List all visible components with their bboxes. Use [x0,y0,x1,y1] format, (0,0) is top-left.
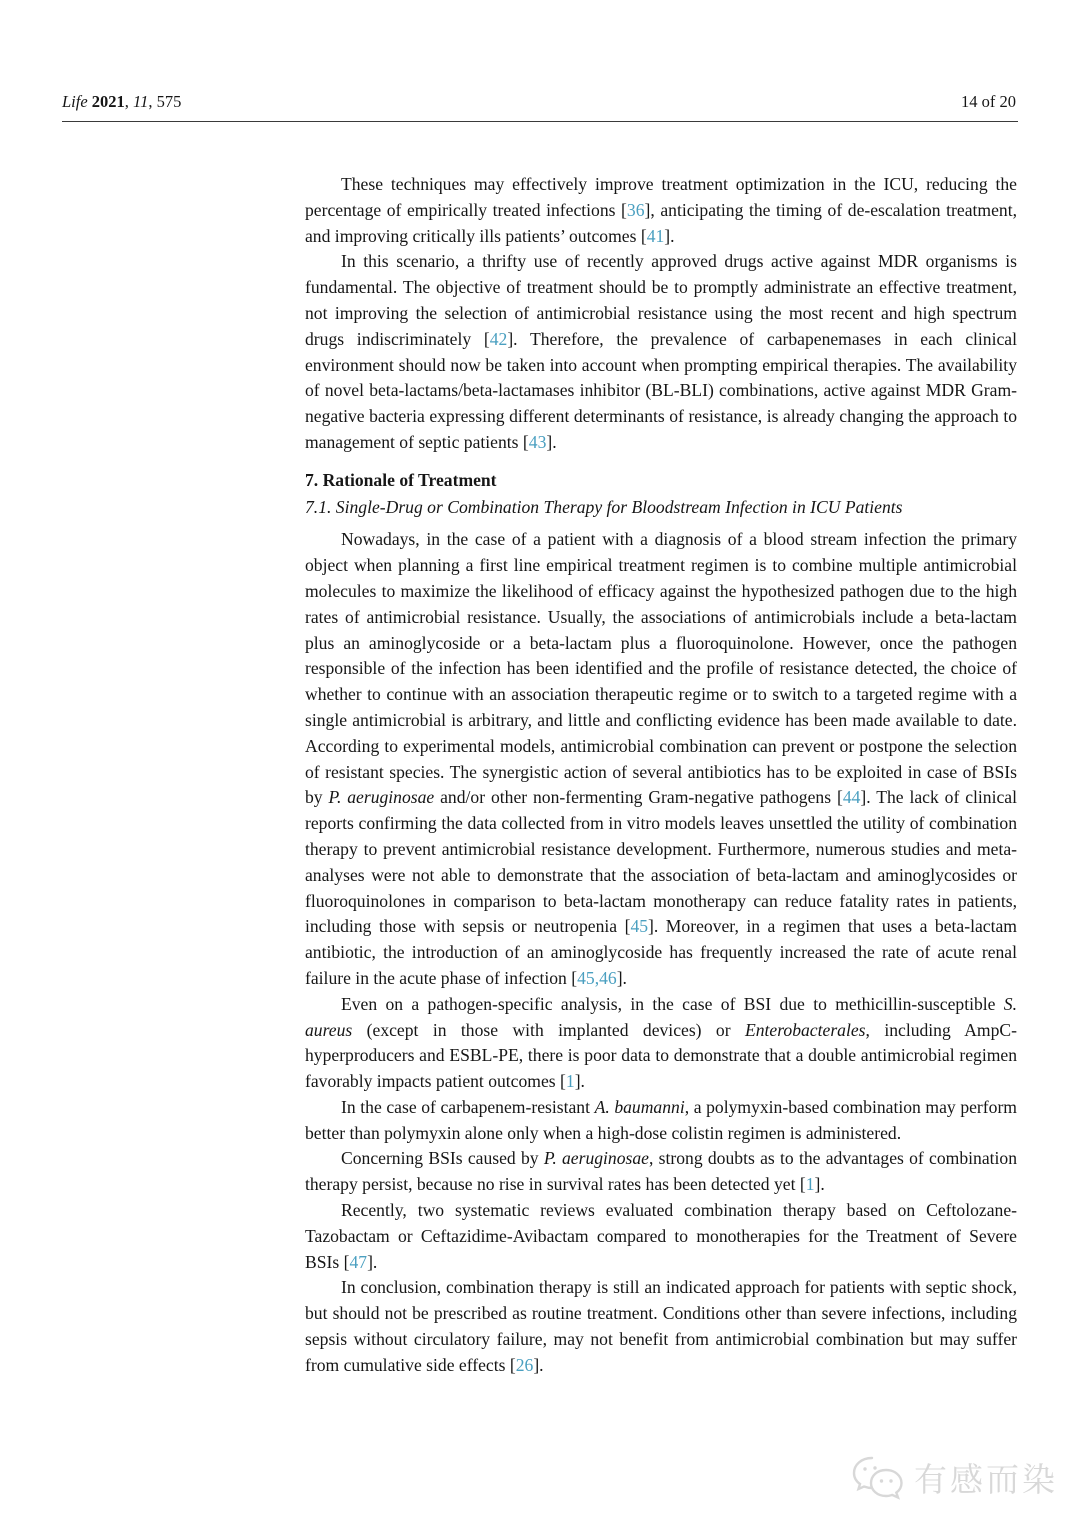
citation-link[interactable]: 42 [489,328,508,349]
body-text: These techniques may effectively improve treatment optimization in the ICU, reducing the percentage of empirically treated infections [ [305,174,1017,220]
body-text: ]. [546,431,557,452]
citation-link[interactable]: 44 [842,787,861,808]
citation-link[interactable]: 41 [646,225,665,246]
body-text: Recently, two systematic reviews evaluated combination therapy based on Ceftolozane-Tazobactam or Ceftazidime-Avibactam compared to monotherapies for the Treatment of Severe BSIs [ [305,1200,1017,1272]
body-text: , strong doubts as to the advantages of combination therapy persist, because no rise in survival rates has been detected yet [ [305,1148,1017,1195]
body-text: Concerning BSIs caused by [341,1148,544,1169]
body-text: In this scenario, a thrifty use of recently approved drugs active against MDR organisms is fundamental. The objective of treatment should be to promptly administrate an effective treatment, not improving the selection of antimicrobial resistance using the most recent and high spectrum drugs indiscriminately [ [305,251,1017,349]
page-number-indicator: 14 of 20 [961,92,1016,111]
subsection-heading: 7.1. Single-Drug or Combination Therapy for Bloodstream Infection in ICU Patients [305,496,903,517]
content-column [305,172,1017,1379]
paragraph [305,1198,1017,1275]
italic-term: A. baumanni [594,1096,685,1117]
body-text: In the case of carbapenem-resistant [341,1096,595,1117]
paragraph [305,1275,1017,1378]
wechat-icon [852,1456,904,1500]
body-text: ]. [367,1251,378,1272]
body-text: ]. [664,225,675,246]
header-rule [62,121,1018,122]
citation-link[interactable]: 43 [528,431,547,452]
body-text: ]. [616,967,627,988]
citation-link[interactable]: 45 [630,916,649,937]
body-text: Even on a pathogen-specific analysis, in the case of BSI due to methicillin-susceptible [341,993,1004,1014]
page-header-left: Life 2021, 11, 575 [62,92,182,111]
body-text: , including AmpC-hyperproducers and ESBL-PE, there is poor data to demonstrate that a double antimicrobial regimen favorably impacts patient outcomes [ [305,1019,1017,1092]
citation-link[interactable]: 1 [565,1071,575,1092]
journal-year: 2021 [91,92,125,111]
body-text: ]. Moreover, in a regimen that uses a beta-lactam antibiotic, the introduction of an aminoglycoside has frequently increased the rate of acute renal failure in the acute phase of infection [ [305,916,1017,988]
body-text: ]. [574,1071,585,1092]
watermark-text: 有感而染 [914,1460,1058,1499]
body-text: ]. [814,1174,825,1195]
paragraph [305,172,1017,249]
paragraph [305,992,1017,1095]
body-text: ], anticipating the timing of de-escalation treatment, and improving critically ills patients’ outcomes [ [305,199,1017,246]
italic-term: Enterobacterales [744,1019,866,1040]
paragraph [305,1095,1017,1147]
body-text: and/or other non-fermenting Gram-negative pathogens [ [434,787,843,808]
body-text: , a polymyxin-based combination may perform better than polymyxin alone only when a high-dose colistin regimen is administered. [305,1096,1017,1143]
citation-link[interactable]: 47 [349,1251,368,1272]
citation-link[interactable]: 36 [626,199,645,220]
body-text: In conclusion, combination therapy is still an indicated approach for patients with septic shock, but should not be prescribed as routine treatment. Conditions other than severe infections, including sepsis without circulatory failure, may not benefit from antimicrobial combination but may suffer from cumulative side effects [ [305,1277,1017,1375]
italic-term: P. aeruginosae [543,1148,649,1169]
journal-title: Life [62,92,88,111]
italic-term: P. aeruginosae [328,787,435,808]
paragraph [305,1146,1017,1198]
paragraph [305,249,1017,455]
section-heading: 7. Rationale of Treatment [305,469,497,490]
body-text: ]. Therefore, the prevalence of carbapenemases in each clinical environment should now be taken into account when prompting empirical therapies. The availability of novel beta-lactams/beta-lactamases inhibitor (BL-BLI) combinations, active against MDR Gram-negative bacteria expressing different determinants of resistance, is already changing the approach to management of septic patients [ [305,328,1017,452]
citation-link[interactable]: 26 [515,1354,534,1375]
italic-term: S. aureus [305,993,1017,1040]
paragraph [305,527,1017,991]
citation-link[interactable]: 1 [805,1174,815,1195]
body-text: (except in those with implanted devices) or [352,1019,745,1040]
watermark [852,1454,1058,1501]
citation-link[interactable]: 45,46 [577,967,617,988]
body-text: ]. The lack of clinical reports confirming the data collected from in vitro models leaves unsettled the utility of combination therapy to prevent antimicrobial resistance development. Furthermore, numerous studies and meta-analyses were not able to demonstrate that the association of beta-lactam and aminoglycosides or fluoroquinolones in comparison to beta-lactam monotherapy can reduce fatality rates in patients, including those with sepsis or neutropenia [ [305,787,1017,937]
body-text: ]. [533,1354,544,1375]
journal-article-number: 575 [156,92,182,111]
body-text: Nowadays, in the case of a patient with a diagnosis of a blood stream infection the primary object when planning a first line empirical treatment regimen is to combine multiple antimicrobial molecules to maximize the likelihood of efficacy against the hypothesized pathogen due to the high rates of antimicrobial resistance. Usually, the associations of antimicrobials include a beta-lactam plus an aminoglycoside or a beta-lactam plus a fluoroquinolone. However, once the pathogen responsible of the infection has been identified and the profile of resistance detected, the choice of whether to continue with an association therapeutic regime or to switch to a targeted regime with a single antimicrobial is arbitrary, and little and conflicting evidence has been made available to date. According to experimental models, antimicrobial combination can prevent or postpone the selection of resistant species. The synergistic action of several antibiotics has to be exploited in case of BSIs by [305,529,1017,808]
journal-volume: 11 [133,92,149,111]
